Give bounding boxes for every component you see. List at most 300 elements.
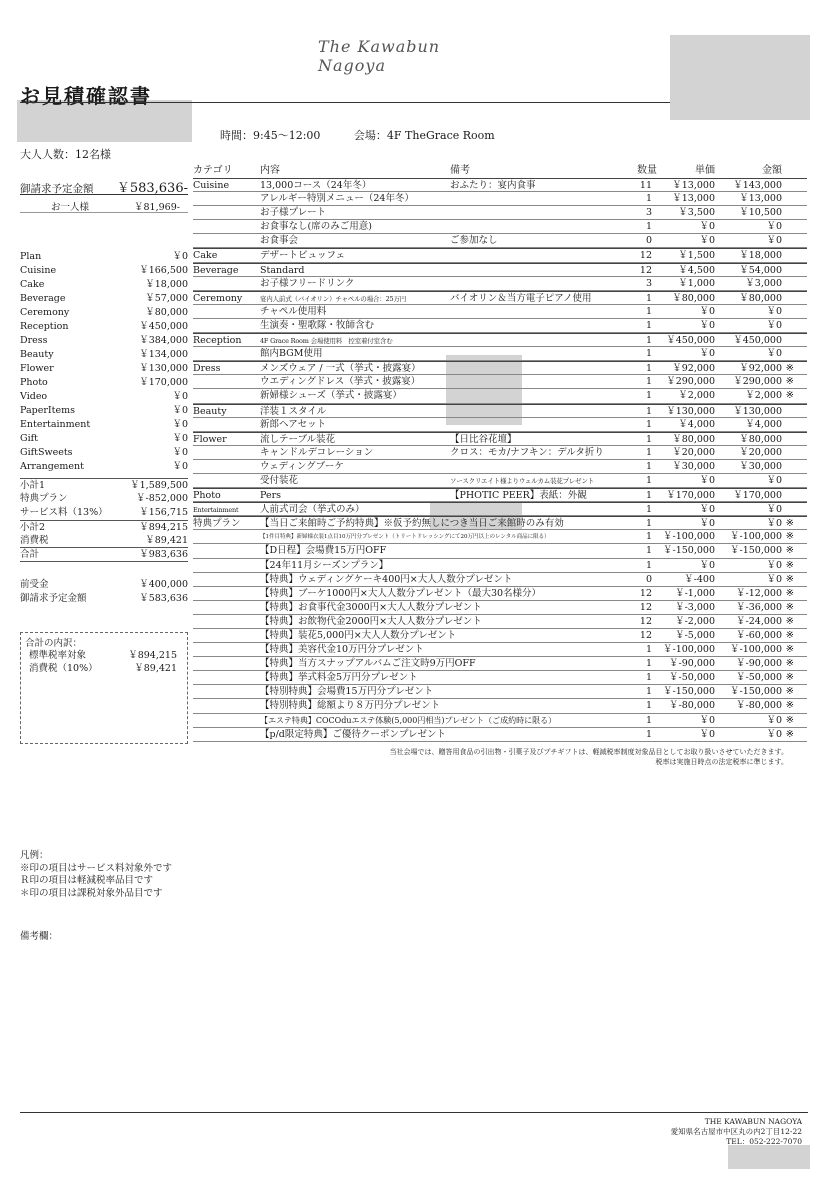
row-qty: 1 (645, 460, 652, 472)
row-qty: 1 (645, 446, 652, 458)
row-amount: ￥290,000 (733, 376, 782, 388)
category-total-value: ￥384,000 (139, 335, 188, 346)
row-amount: ￥0 (766, 728, 782, 740)
estimate-table (193, 163, 807, 742)
category-total-value: ￥0 (172, 433, 188, 444)
row-note: クロス：モカ/ナフキン：デルタ折り (450, 446, 604, 458)
category-total (20, 292, 188, 306)
row-mark (782, 347, 794, 360)
row-unit-price: ￥0 (699, 504, 715, 516)
category-total-value: ￥0 (172, 405, 188, 416)
table-header (193, 163, 807, 178)
row-mark: ※ (785, 531, 794, 543)
row-unit-price: ￥30,000 (672, 460, 715, 472)
row-item: 【特典】装花5,000円×大人人数分プレゼント (260, 630, 457, 641)
tax-breakdown-title: 合計の内訳： (25, 638, 83, 649)
row-qty: 1 (645, 714, 652, 726)
row-qty: 1 (645, 672, 652, 684)
row-amount: ￥30,000 (739, 460, 782, 472)
row-amount: ￥0 (766, 573, 782, 585)
row-note (450, 334, 632, 346)
category-total-label: Beauty (20, 349, 54, 360)
row-unit-price: ￥0 (699, 728, 715, 740)
row-item: 受付装花 (260, 474, 299, 486)
row-note: 【PHOTIC PEER】表紙：外観 (450, 490, 587, 502)
category-total-value: ￥18,000 (145, 279, 188, 290)
row-qty: 1 (645, 376, 652, 388)
category-total (20, 460, 188, 474)
row-unit-price: ￥290,000 (666, 376, 715, 388)
table-row (193, 502, 807, 516)
category-total-label: Flower (20, 363, 54, 374)
row-amount: ￥0 (766, 504, 782, 516)
row-category (193, 573, 260, 586)
page-title: お見積確認書 (20, 84, 152, 108)
row-item: お食事なし(席のみご用意) (260, 221, 372, 233)
header-qty: 数量 (637, 165, 657, 176)
category-total-label: Photo (20, 377, 48, 388)
row-category (193, 474, 260, 487)
row-category (193, 277, 260, 290)
tax-note (390, 747, 788, 767)
category-total (20, 446, 188, 460)
subtotal-row-value: ￥1,589,500 (130, 480, 188, 491)
row-unit-price: ￥80,000 (672, 292, 715, 304)
row-item: 【特典】ウェディングケーキ400円×大人人数分プレゼント (260, 573, 513, 585)
category-total (20, 362, 188, 376)
row-note (450, 503, 632, 515)
footer-address: 愛知県名古屋市中区丸の内2丁目12-22 (670, 1127, 802, 1136)
tax-row-value: ￥894,215 (128, 650, 177, 661)
row-note: おふたり：宴内食事 (450, 180, 536, 191)
subtotal-row (20, 478, 188, 492)
footer-tel: TEL：052-222-7070 (726, 1137, 802, 1146)
row-category (193, 347, 260, 360)
grand-total (20, 177, 188, 195)
row-item: 【エステ特典】COCOduエステ体験(5,000円相当)プレゼント（ご成約時に限る） (260, 715, 557, 725)
payment-row-value: ￥583,636 (139, 593, 188, 604)
row-mark: ※ (785, 363, 794, 375)
category-total (20, 418, 188, 432)
row-qty: 0 (645, 235, 652, 247)
row-item: デザートビュッフェ (260, 250, 346, 262)
row-item: 【特典】当方スナップアルバムご注文時9万円OFF (260, 658, 476, 670)
row-item: 【24年11月シーズンプラン】 (260, 559, 389, 571)
row-mark (782, 220, 794, 233)
row-qty: 1 (645, 504, 652, 516)
row-amount: ￥13,000 (739, 193, 782, 205)
payment-row-value: ￥400,000 (139, 579, 188, 590)
legend-line: ＊印の項目は課税対象外品目です (20, 887, 163, 899)
row-amount: ￥0 (766, 305, 782, 317)
row-category (193, 643, 260, 656)
category-total (20, 348, 188, 362)
row-unit-price: ￥2,000 (678, 390, 715, 402)
row-note (450, 460, 632, 473)
row-category (193, 305, 260, 318)
row-qty: 1 (645, 518, 652, 530)
row-unit-price: ￥1,000 (678, 277, 715, 289)
row-item: Standard (260, 264, 305, 276)
row-amount: ￥0 (766, 559, 782, 571)
row-category: 特典プラン (193, 518, 241, 530)
row-unit-price: ￥13,000 (672, 180, 715, 191)
row-mark (782, 489, 794, 501)
row-mark (782, 192, 794, 205)
row-note: バイオリン＆当方電子ピアノ使用 (450, 292, 592, 304)
row-item: 13,000コース（24年冬） (260, 180, 372, 191)
row-item: 【D日程】会場費15万円OFF (260, 545, 387, 557)
row-category (193, 699, 260, 712)
subtotal-row-label: 合計 (20, 549, 40, 560)
category-total-value: ￥0 (172, 251, 188, 262)
row-mark (782, 206, 794, 219)
tax-row-value: ￥89,421 (134, 663, 177, 674)
row-category (193, 206, 260, 219)
row-note (450, 559, 632, 572)
redacted-block (670, 35, 810, 120)
row-amount: ￥80,000 (739, 433, 782, 445)
row-amount: ￥-36,000 (736, 601, 782, 613)
table-row (193, 277, 807, 291)
row-mark (782, 334, 794, 346)
payment-row (20, 578, 188, 592)
table-row (193, 657, 807, 671)
row-amount: ￥-24,000 (736, 615, 782, 627)
row-mark (782, 277, 794, 290)
tax-row-label: 標準税率対象 (29, 650, 87, 661)
row-qty: 0 (645, 573, 652, 585)
row-unit-price: ￥0 (699, 518, 715, 530)
row-amount: ￥4,000 (745, 418, 782, 430)
subtotal-row-value: ￥-852,000 (136, 493, 188, 504)
row-mark (782, 503, 794, 515)
row-unit-price: ￥-90,000 (669, 658, 715, 670)
subtotal-row-value: ￥156,715 (139, 507, 188, 518)
category-total-value: ￥0 (172, 461, 188, 472)
row-unit-price: ￥3,500 (678, 207, 715, 219)
row-unit-price: ￥0 (699, 319, 715, 331)
row-qty: 1 (645, 348, 652, 360)
row-mark (782, 460, 794, 473)
row-mark (782, 264, 794, 276)
row-mark: ※ (785, 728, 794, 740)
row-unit-price: ￥-100,000 (663, 531, 715, 543)
row-category (193, 418, 260, 431)
row-item: 新婦様シューズ（挙式・披露宴） (260, 390, 402, 402)
row-qty: 1 (645, 700, 652, 712)
category-total (20, 404, 188, 418)
row-qty: 1 (645, 531, 652, 543)
category-total-label: Gift (20, 433, 38, 444)
row-category (193, 319, 260, 332)
category-total-label: Cake (20, 279, 45, 290)
row-item: ウェディングブーケ (260, 460, 344, 472)
row-category (193, 714, 260, 727)
row-unit-price: ￥13,000 (672, 193, 715, 205)
row-unit-price: ￥-80,000 (669, 700, 715, 712)
header-unit: 単価 (695, 165, 715, 176)
category-total-label: Entertainment (20, 419, 91, 430)
row-note (450, 418, 632, 431)
row-item: 【特典】お食事代金3000円×大人人数分プレゼント (260, 601, 482, 613)
category-total-label: Cuisine (20, 265, 57, 276)
row-mark: ※ (785, 587, 794, 599)
row-category: Cake (193, 250, 218, 262)
row-amount: ￥450,000 (733, 335, 782, 347)
row-item: チャペル使用料 (260, 305, 327, 317)
row-note (450, 264, 632, 276)
row-unit-price: ￥0 (699, 305, 715, 317)
row-amount: ￥-150,000 (730, 545, 782, 557)
row-mark: ※ (785, 559, 794, 571)
row-note (450, 347, 632, 360)
row-unit-price: ￥4,500 (678, 264, 715, 276)
category-total (20, 376, 188, 390)
subtotal-row (20, 548, 188, 562)
row-amount: ￥92,000 (739, 363, 782, 375)
payment-row-label: 御請求予定金額 (20, 593, 87, 604)
category-total-label: Reception (20, 321, 69, 332)
row-unit-price: ￥-100,000 (663, 644, 715, 656)
logo-text: The Kawabun Nagoya (318, 37, 441, 75)
subtotal-row (20, 492, 188, 506)
row-note (450, 192, 632, 205)
remarks-label: 備考欄： (20, 931, 59, 942)
category-total (20, 306, 188, 320)
category-total-value: ￥166,500 (139, 265, 188, 276)
row-category (193, 446, 260, 459)
table-row (193, 375, 807, 389)
row-note (450, 206, 632, 219)
event-meta (220, 127, 525, 143)
row-amount: ￥80,000 (739, 292, 782, 304)
row-category: Ceremony (193, 292, 243, 304)
row-mark: ※ (785, 700, 794, 712)
category-total-label: Video (20, 391, 48, 402)
category-total (20, 320, 188, 334)
row-mark: ※ (785, 573, 794, 585)
row-unit-price: ￥-2,000 (675, 615, 715, 627)
row-qty: 1 (645, 319, 652, 331)
row-mark (782, 446, 794, 459)
row-note (450, 277, 632, 290)
row-category: Beauty (193, 405, 227, 417)
row-note (450, 544, 632, 557)
event-time: 時間：9:45〜12:00 (220, 129, 321, 142)
table-row (193, 319, 807, 333)
row-mark (782, 179, 794, 191)
row-unit-price: ￥-5,000 (675, 630, 715, 641)
row-amount: ￥3,000 (745, 277, 782, 289)
table-row (193, 291, 807, 305)
row-amount: ￥143,000 (733, 180, 782, 191)
row-qty: 1 (645, 193, 652, 205)
row-amount: ￥0 (766, 221, 782, 233)
row-note (450, 405, 632, 417)
row-qty: 1 (645, 490, 652, 502)
row-item: 【p/d限定特典】ご優待クーポンプレゼント (260, 728, 446, 740)
row-qty: 1 (645, 559, 652, 571)
table-row (193, 728, 807, 742)
category-total-label: Plan (20, 251, 42, 262)
subtotal-row-label: 小計1 (20, 480, 46, 491)
row-amount: ￥-100,000 (730, 644, 782, 656)
per-person-value: ￥81,969- (134, 202, 180, 213)
row-category (193, 671, 260, 684)
row-category (193, 234, 260, 247)
table-row (193, 573, 807, 587)
row-note (450, 319, 632, 332)
table-row (193, 601, 807, 615)
row-item: お子様プレート (260, 207, 327, 219)
tax-row (25, 649, 183, 662)
row-category: Entertainment (193, 506, 239, 515)
row-item: 【特別特典】会場費15万円分プレゼント (260, 686, 434, 698)
row-item: 洋装１スタイル (260, 405, 327, 417)
row-item: 館内BGM使用 (260, 348, 323, 360)
row-category: Dress (193, 363, 221, 375)
row-qty: 3 (645, 207, 652, 219)
category-total-label: Arrangement (20, 461, 84, 472)
table-row (193, 418, 807, 432)
table-row (193, 220, 807, 234)
row-note (450, 389, 632, 402)
row-category (193, 192, 260, 205)
table-row (193, 559, 807, 573)
category-total-label: Ceremony (20, 307, 70, 318)
row-unit-price: ￥0 (699, 221, 715, 233)
row-mark (782, 474, 794, 487)
header-amount: 金額 (762, 165, 782, 176)
category-total-value: ￥0 (172, 447, 188, 458)
subtotal-row (20, 506, 188, 520)
totals-summary (20, 478, 188, 562)
table-row (193, 404, 807, 418)
row-qty: 12 (639, 615, 652, 627)
row-qty: 1 (645, 335, 652, 347)
table-row (193, 544, 807, 558)
row-unit-price: ￥0 (699, 235, 715, 247)
row-mark: ※ (785, 390, 794, 402)
per-person (20, 199, 188, 213)
row-amount: ￥0 (766, 714, 782, 726)
tax-breakdown (20, 632, 188, 744)
category-total (20, 278, 188, 292)
row-amount: ￥10,500 (739, 207, 782, 219)
row-category (193, 375, 260, 388)
category-summary (20, 250, 188, 474)
row-category (193, 728, 260, 741)
row-qty: 1 (645, 433, 652, 445)
category-total (20, 432, 188, 446)
table-row (193, 305, 807, 319)
row-qty: 1 (645, 686, 652, 698)
category-total-value: ￥450,000 (139, 321, 188, 332)
tax-row (25, 662, 183, 675)
row-item: 生演奏・聖歌隊・牧師含む (260, 319, 375, 331)
category-total-value: ￥80,000 (145, 307, 188, 318)
tax-row-label: 消費税（10%） (29, 663, 98, 674)
row-category (193, 629, 260, 642)
table-row (193, 460, 807, 474)
row-unit-price: ￥0 (699, 348, 715, 360)
row-unit-price: ￥0 (699, 559, 715, 571)
row-item: キャンドルデコレーション (260, 446, 374, 458)
tax-note-line: 税率は実施日時点の法定税率に準じます。 (655, 758, 788, 766)
row-qty: 3 (645, 277, 652, 289)
row-item: アレルギー特別メニュー（24年冬） (260, 193, 414, 205)
row-qty: 12 (639, 250, 652, 262)
subtotal-row (20, 534, 188, 548)
row-item: 【特典】ブーケ1000円×大人人数分プレゼント（最大30名様分） (260, 587, 542, 599)
row-amount: ￥-150,000 (730, 686, 782, 698)
table-row (193, 333, 807, 347)
row-mark (782, 305, 794, 318)
row-mark: ※ (785, 376, 794, 388)
category-total-value: ￥0 (172, 419, 188, 430)
row-note: ご参加なし (450, 235, 498, 247)
row-amount: ￥170,000 (733, 490, 782, 502)
row-amount: ￥18,000 (739, 250, 782, 262)
row-item: メンズウェア / 一式（挙式・披露宴） (260, 363, 421, 375)
table-row (193, 587, 807, 601)
table-row (193, 446, 807, 460)
table-row (193, 234, 807, 248)
row-mark: ※ (785, 658, 794, 670)
row-amount: ￥0 (766, 235, 782, 247)
row-item: ウエディングドレス（挙式・披露宴） (260, 376, 421, 388)
row-category (193, 530, 260, 543)
row-unit-price: ￥4,000 (678, 418, 715, 430)
row-category (193, 685, 260, 698)
table-row (193, 178, 807, 192)
category-total-label: PaperItems (20, 405, 75, 416)
payment-summary (20, 578, 188, 606)
row-amount: ￥0 (766, 348, 782, 360)
row-mark (782, 234, 794, 247)
payment-row-label: 前受金 (20, 579, 49, 590)
row-qty: 1 (645, 363, 652, 375)
row-mark: ※ (785, 630, 794, 641)
adult-count: 大人人数：12名様 (20, 148, 111, 161)
row-unit-price: ￥-150,000 (663, 545, 715, 557)
row-amount: ￥-90,000 (736, 658, 782, 670)
table-row (193, 347, 807, 361)
grand-total-label: 御請求予定金額 (20, 183, 94, 195)
row-category: Beverage (193, 264, 239, 276)
category-total (20, 250, 188, 264)
table-row (193, 432, 807, 446)
category-total-value: ￥0 (172, 391, 188, 402)
row-note (450, 220, 632, 233)
row-category (193, 460, 260, 473)
row-qty: 1 (645, 658, 652, 670)
table-row (193, 615, 807, 629)
table-row (193, 389, 807, 403)
subtotal-row-value: ￥983,636 (139, 549, 188, 560)
table-row (193, 685, 807, 699)
row-category (193, 601, 260, 614)
row-note (450, 249, 632, 261)
per-person-label: お一人様 (50, 202, 89, 213)
row-unit-price: ￥80,000 (672, 433, 715, 445)
row-mark: ※ (785, 615, 794, 627)
payment-row (20, 592, 188, 606)
row-category (193, 544, 260, 557)
row-category (193, 559, 260, 572)
row-qty: 1 (645, 390, 652, 402)
